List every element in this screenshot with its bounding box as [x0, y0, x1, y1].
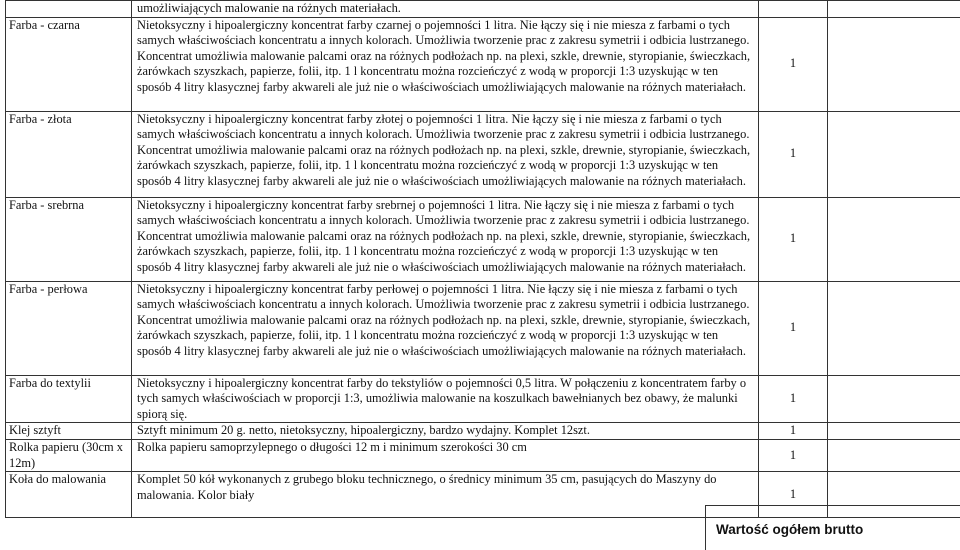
row-description: Nietoksyczny i hipoalergiczny koncentrat farby złotej o pojemności 1 litra. Nie łączy się i nie miesza z farbami o tych samych właściwościach koncentratu a innych kolorach. Umożliwia tworzenie prac z zakresu symetrii i odbicia lustrzanego. Koncentrat umożliwia malowanie palcami oraz na różnych podłożach np. na plexi, szkle, drewnie, styropianie, świeczkach, żarówkach szyszkach, papierze, folii, itp. 1 l koncentratu można rozcieńczyć z wodą w proporcji 1:3 uzyskując w ten sposób 4 litry klasycznej farby akwareli ale już nie o właściwościach umożliwiających malowanie na różnych materiałach. [132, 111, 759, 197]
table-row [6, 17, 960, 111]
total-value-box [705, 505, 960, 550]
row-quantity: 1 [759, 281, 828, 375]
row-quantity: 1 [759, 17, 828, 111]
row-price-cell [828, 423, 960, 440]
row-description: Sztyft minimum 20 g. netto, nietoksyczny, hipoalergiczny, bardzo wydajny. Komplet 12szt. [132, 423, 759, 440]
row-description: Rolka papieru samoprzylepnego o długości 12 m i minimum szerokości 30 cm [132, 439, 759, 471]
table-row [6, 439, 960, 471]
row-description: Komplet 50 kół wykonanych z grubego bloku technicznego, o średnicy minimum 35 cm, pasujących do Maszyny do malowania. Kolor biały [132, 472, 759, 518]
row-name: Farba - czarna [6, 17, 132, 111]
row-quantity: 1 [759, 439, 828, 471]
table-row [6, 197, 960, 281]
table-row [6, 1, 960, 18]
row-quantity: 1 [759, 197, 828, 281]
row-name: Farba - złota [6, 111, 132, 197]
spec-table [5, 0, 960, 518]
row-price-cell [828, 439, 960, 471]
table-row [6, 423, 960, 440]
row-description: Nietoksyczny i hipoalergiczny koncentrat farby do tekstyliów o pojemności 0,5 litra. W połączeniu z koncentratem farby o tych samych właściwościach w proporcji 1:3, umożliwia malowanie na koszulkach bawełnianych bez obawy, że malunki spiorą się. [132, 375, 759, 423]
row-description: Nietoksyczny i hipoalergiczny koncentrat farby perłowej o pojemności 1 litra. Nie łączy się i nie miesza z farbami o tych samych właściwościach koncentratu a innych kolorach. Umożliwia tworzenie prac z zakresu symetrii i odbicia lustrzanego. Koncentrat umożliwia malowanie palcami oraz na różnych podłożach np. na plexi, szkle, drewnie, styropianie, świeczkach, żarówkach szyszkach, papierze, folii, itp. 1 l koncentratu można rozcieńczyć z wodą w proporcji 1:3 uzyskując w ten sposób 4 litry klasycznej farby akwareli ale już nie o właściwościach umożliwiających malowanie na różnych materiałach. [132, 281, 759, 375]
table-row [6, 111, 960, 197]
row-description: umożliwiających malowanie na różnych materiałach. [132, 1, 759, 18]
table-row [6, 375, 960, 423]
row-price-cell [828, 1, 960, 18]
row-name [6, 1, 132, 18]
row-quantity [759, 1, 828, 18]
row-price-cell [828, 281, 960, 375]
row-price-cell [828, 17, 960, 111]
row-quantity: 1 [759, 423, 828, 440]
row-price-cell [828, 197, 960, 281]
row-name: Farba do textylii [6, 375, 132, 423]
row-name: Farba - srebrna [6, 197, 132, 281]
table-row [6, 281, 960, 375]
row-name: Rolka papieru (30cm x 12m) [6, 439, 132, 471]
row-quantity: 1 [759, 111, 828, 197]
row-name: Koła do malowania [6, 472, 132, 518]
total-value-label: Wartość ogółem brutto [716, 522, 863, 537]
row-name: Klej sztyft [6, 423, 132, 440]
row-quantity: 1 [759, 375, 828, 423]
row-description: Nietoksyczny i hipoalergiczny koncentrat farby czarnej o pojemności 1 litra. Nie łączy się i nie miesza z farbami o tych samych właściwościach koncentratu a innych kolorach. Umożliwia tworzenie prac z zakresu symetrii i odbicia lustrzanego. Koncentrat umożliwia malowanie palcami oraz na różnych podłożach np. na plexi, szkle, drewnie, styropianie, świeczkach, żarówkach szyszkach, papierze, folii, itp. 1 l koncentratu można rozcieńczyć z wodą w proporcji 1:3 uzyskując w ten sposób 4 litry klasycznej farby akwareli ale już nie o właściwościach umożliwiających malowanie na różnych materiałach. [132, 17, 759, 111]
row-quantity: 1 [759, 472, 828, 518]
row-description: Nietoksyczny i hipoalergiczny koncentrat farby srebrnej o pojemności 1 litra. Nie łączy się i nie miesza z farbami o tych samych właściwościach koncentratu a innych kolorach. Umożliwia tworzenie prac z zakresu symetrii i odbicia lustrzanego. Koncentrat umożliwia malowanie palcami oraz na różnych podłożach np. na plexi, szkle, drewnie, styropianie, świeczkach, żarówkach szyszkach, papierze, folii, itp. 1 l koncentratu można rozcieńczyć z wodą w proporcji 1:3 uzyskując w ten sposób 4 litry klasycznej farby akwareli ale już nie o właściwościach umożliwiających malowanie na różnych materiałach. [132, 197, 759, 281]
row-price-cell [828, 375, 960, 423]
row-price-cell [828, 111, 960, 197]
row-name: Farba - perłowa [6, 281, 132, 375]
